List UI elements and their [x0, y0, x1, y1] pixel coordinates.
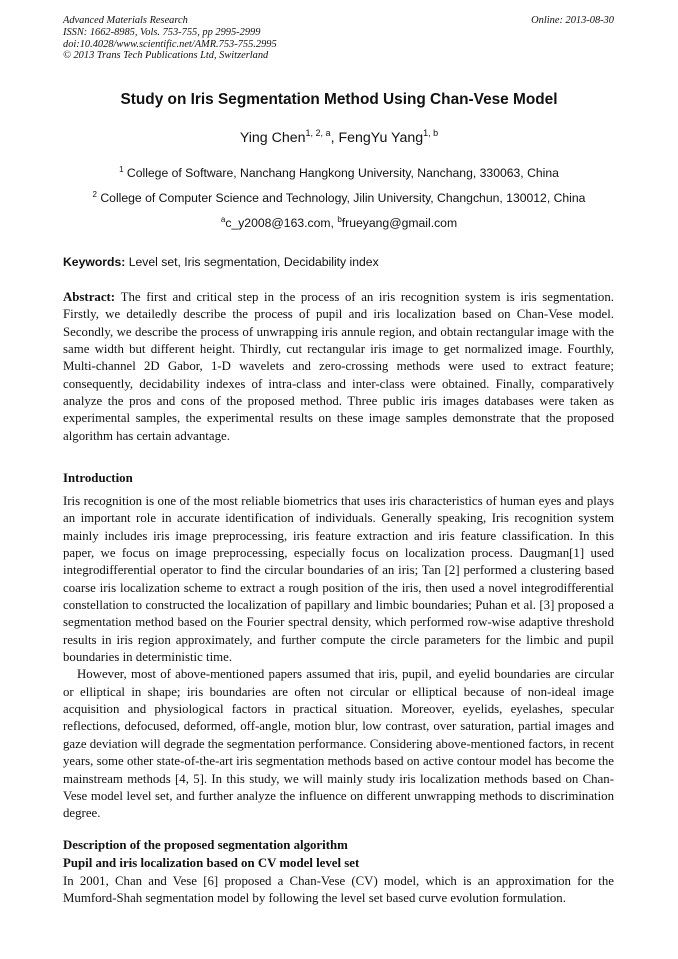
online-date: Online: 2013-08-30	[531, 15, 614, 26]
email-line	[0, 216, 678, 230]
paper-title: Study on Iris Segmentation Method Using Chan-Vese Model	[120, 91, 558, 108]
keywords	[63, 255, 379, 269]
email-superscript: a	[220, 215, 226, 224]
author-line	[0, 130, 678, 146]
subsection-heading: Pupil and iris localization based on CV model level set	[63, 856, 360, 870]
keywords-label: Keywords:	[63, 255, 126, 269]
author-superscript: 1, b	[423, 128, 439, 138]
affiliation-text: College of Computer Science and Technology, Jilin University, Changchun, 130012, China	[100, 191, 586, 205]
issn-line: ISSN: 1662-8985, Vols. 753-755, pp 2995-2999	[63, 26, 261, 38]
author-name: Ying Chen	[239, 130, 306, 146]
journal-name: Advanced Materials Research	[63, 15, 188, 26]
email-address: c_y2008@163.com,	[225, 216, 338, 230]
email-address: frueyang@gmail.com	[341, 216, 458, 230]
paragraph: Iris recognition is one of the most reliable biometrics that uses iris characteristics of human eyes and plays an important role in accurate identification of individuals. Generally speaking, Iris recognition system mainly includes iris image preprocessing, iris feature extraction and iris feature classification. In this paper, we focus on image preprocessing, especially focus on localization process. Daugman[1] used integrodifferential operator to find the circular boundaries of an iris; Tan [2] performed a clustering based coarse iris localization scheme to extract a rough position of the iris, then used a novel integrodifferential constellation to constructed the localization of papillary and limbic boundaries; Puhan et al. [3] proposed a segmentation method based on the Fourier spectral density, which performed row-wise adaptive threshold results in iris region approximately, and further compute the circle parameters for the limbic and pupil boundaries in deterministic time.	[63, 494, 614, 665]
abstract-label: Abstract:	[63, 290, 116, 304]
author-name: FengYu Yang	[338, 130, 424, 146]
journal-header	[63, 15, 277, 62]
affiliation-superscript: 2	[92, 190, 97, 199]
abstract	[63, 289, 614, 445]
section-heading: Description of the proposed segmentation algorithm	[63, 838, 348, 852]
copyright-line: © 2013 Trans Tech Publications Ltd, Switzerland	[63, 50, 269, 62]
paragraph: However, most of above-mentioned papers assumed that iris, pupil, and eyelid boundaries are circular or elliptical in shape; iris boundaries are often not circular or elliptical because of non-ideal image acquisition and physiological factors in practical situation. Moreover, eyelids, eyelashes, specular reflections, defocused, deformed, off-angle, motion blur, low contrast, over saturation, partial images and gaze deviation will degrade the segmentation performance. Considering above-mentioned factors, in recent years, some other state-of-the-art iris segmentation methods based on active contour model has become the mainstream methods [4, 5]. In this study, we will mainly study iris localization methods based on Chan-Vese model level set, and further analyze the influence on different unwrapping methods to discrimination degree.	[63, 667, 615, 821]
section-body	[63, 873, 614, 908]
keywords-text: Level set, Iris segmentation, Decidability index	[128, 255, 379, 269]
author-separator: ,	[330, 130, 339, 146]
affiliation-text: College of Software, Nanchang Hangkong University, Nanchang, 330063, China	[126, 166, 559, 180]
abstract-text: The first and critical step in the process of an iris recognition system is iris segmentation. Firstly, we detailedly describe the process of pupil and iris localization based on Chan-Vese model. Secondly, we describe the process of unwrapping iris annule region, and obtain rectangular image with the same width but different height. Thirdly, cut rectangular iris image to get normalized image. Fourthly, Multi-channel 2D Gabor, 1-D wavelets and zero-crossing methods were used to extract feature; consequently, decidability indexes of intra-class and inter-class were obtained. Finally, comparatively analyze the pros and cons of the proposed method. Three public iris images databases were taken as experimental samples, the experimental results on these image samples demonstrate that the proposed algorithm has certain advantage.	[63, 290, 614, 443]
affiliation-1	[0, 166, 678, 180]
author-superscript: 1, 2, a	[305, 128, 331, 138]
doi-line: doi:10.4028/www.scientific.net/AMR.753-755.2995	[63, 38, 277, 50]
paragraph: In 2001, Chan and Vese [6] proposed a Chan-Vese (CV) model, which is an approximation for the Mumford-Shah segmentation model by following the level set based curve evolution formulation.	[63, 874, 614, 906]
affiliation-superscript: 1	[119, 165, 124, 174]
section-heading-introduction: Introduction	[63, 471, 133, 485]
introduction-body	[63, 493, 614, 823]
email-superscript: b	[337, 215, 342, 224]
affiliation-2	[0, 191, 678, 205]
